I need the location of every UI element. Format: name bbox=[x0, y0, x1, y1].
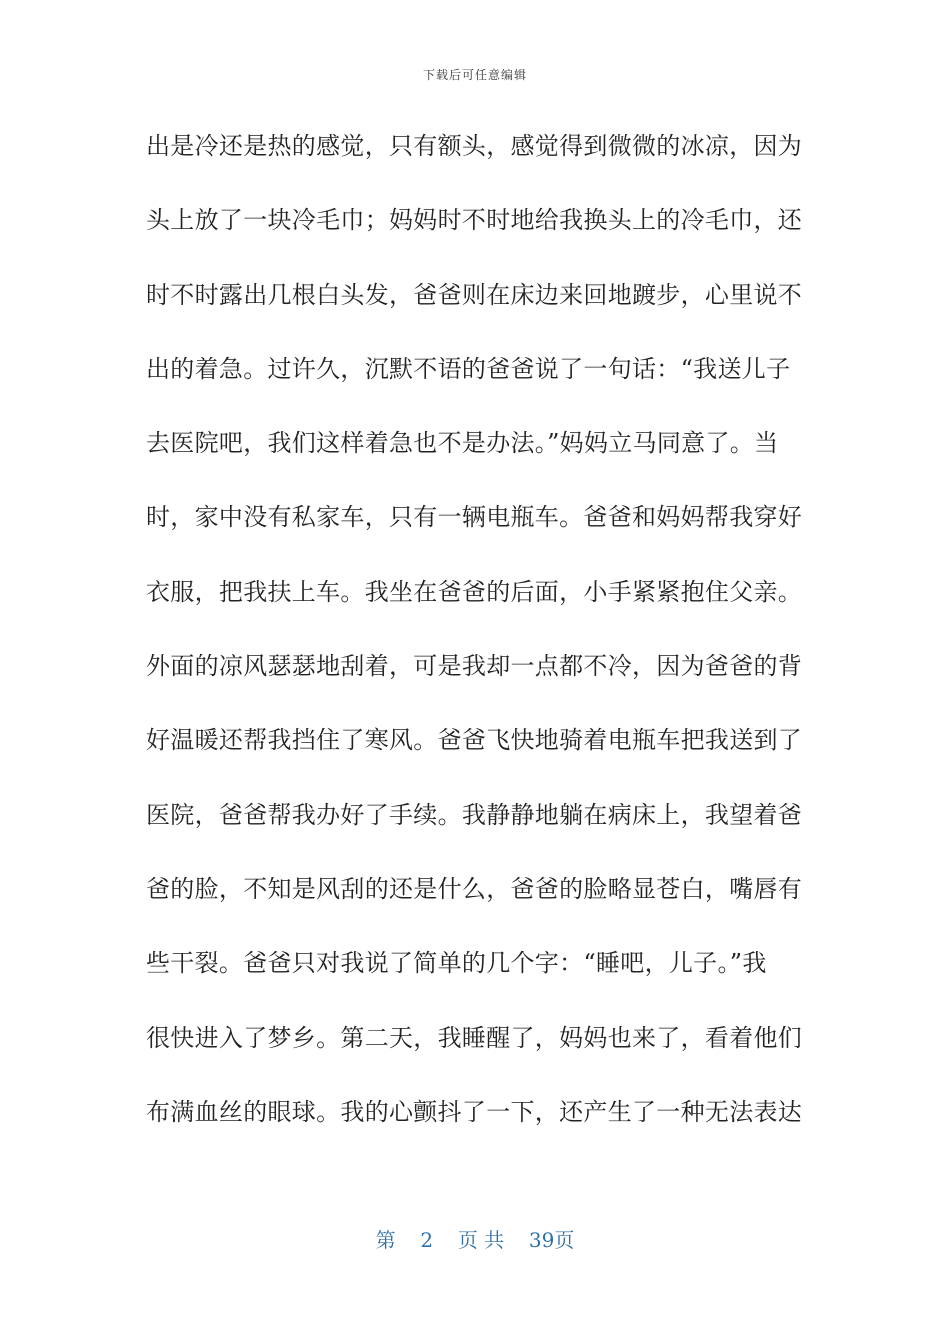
total-pages: 39 bbox=[528, 1228, 555, 1252]
text-line: 布满血丝的眼球。我的心颤抖了一下，还产生了一种无法表达 bbox=[146, 1097, 803, 1126]
footer-prefix: 第 bbox=[375, 1228, 396, 1252]
text-line: 些干裂。爸爸只对我说了简单的几个字：“睡吧，儿子。”我 bbox=[146, 949, 767, 978]
text-line: 去医院吧，我们这样着急也不是办法。”妈妈立马同意了。当 bbox=[146, 429, 779, 458]
text-line: 出的着急。过许久，沉默不语的爸爸说了一句话：“我送儿子 bbox=[146, 354, 791, 383]
page-footer bbox=[0, 1224, 950, 1253]
footer-mid: 页 共 bbox=[457, 1228, 505, 1252]
text-line: 医院，爸爸帮我办好了手续。我静静地躺在病床上，我望着爸 bbox=[146, 800, 803, 829]
body-text bbox=[146, 120, 806, 1160]
text-line: 时不时露出几根白头发，爸爸则在床边来回地踱步，心里说不 bbox=[146, 280, 803, 309]
page-number: 2 bbox=[420, 1228, 434, 1252]
footer-suffix: 页 bbox=[554, 1228, 575, 1252]
text-line: 出是冷还是热的感觉，只有额头，感觉得到微微的冰凉，因为 bbox=[146, 132, 803, 160]
text-line: 很快进入了梦乡。第二天，我睡醒了，妈妈也来了，看着他们 bbox=[146, 1023, 803, 1052]
text-line: 头上放了一块冷毛巾；妈妈时不时地给我换头上的冷毛巾，还 bbox=[146, 206, 803, 235]
text-line: 外面的凉风瑟瑟地刮着，可是我却一点都不冷，因为爸爸的背 bbox=[146, 652, 803, 681]
text-line: 爸的脸，不知是风刮的还是什么，爸爸的脸略显苍白，嘴唇有 bbox=[146, 874, 803, 903]
text-line: 衣服，把我扶上车。我坐在爸爸的后面，小手紧紧抱住父亲。 bbox=[146, 577, 803, 606]
text-line: 好温暖还帮我挡住了寒风。爸爸飞快地骑着电瓶车把我送到了 bbox=[146, 726, 803, 755]
page-header: 下载后可任意编辑 bbox=[422, 68, 527, 82]
text-line: 时，家中没有私家车，只有一辆电瓶车。爸爸和妈妈帮我穿好 bbox=[146, 503, 803, 532]
